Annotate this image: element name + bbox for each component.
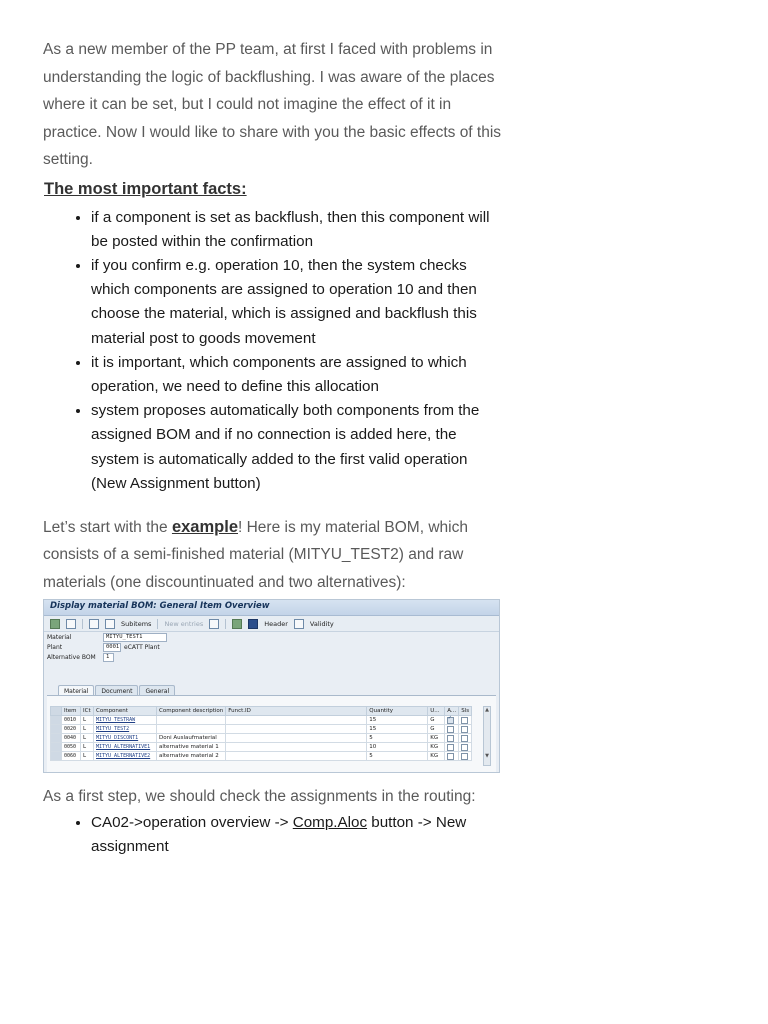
checkbox[interactable] (461, 735, 468, 742)
field-row-material (47, 632, 170, 642)
description-cell: alternative material 1 (157, 743, 226, 752)
field-label: Material (47, 633, 72, 641)
a-cell (445, 725, 459, 734)
ict-cell: L (81, 716, 94, 725)
unit-cell: KG (428, 752, 445, 761)
select-icon[interactable] (66, 619, 76, 629)
quantity-cell: 15 (367, 725, 428, 734)
header-icon[interactable] (248, 619, 258, 629)
description-cell (157, 716, 226, 725)
scroll-up-icon[interactable]: ▲ (485, 707, 489, 714)
unit-cell: KG (428, 734, 445, 743)
funct-cell (226, 752, 367, 761)
sap-toolbar (44, 616, 499, 632)
ict-cell: L (81, 725, 94, 734)
field-row-plant (47, 642, 170, 652)
facts-heading: The most important facts: (44, 179, 247, 198)
checkbox[interactable] (461, 726, 468, 733)
column-header: U... (428, 707, 445, 716)
detail-icon[interactable] (50, 619, 60, 629)
description-cell (157, 725, 226, 734)
copy-icon[interactable] (232, 619, 242, 629)
checkbox[interactable] (447, 717, 454, 724)
quantity-cell: 10 (367, 743, 428, 752)
component-link[interactable]: MITYU_DISCONT1 (94, 734, 157, 743)
component-link[interactable]: MITYU_ALTERNATIVE1 (94, 743, 157, 752)
column-header: Funct.ID (226, 707, 367, 716)
column-header: Quantity (367, 707, 428, 716)
header-button[interactable]: Header (264, 619, 288, 628)
intro-paragraph: As a new member of the PP team, at first I faced with problems in understanding the logic of backflushing. I was aware of the places where it can be set, but I could not imagine the effect of it in practice. Now I would like to share with you the basic effects of this setting. (43, 41, 502, 168)
column-header: Item (62, 707, 81, 716)
checkbox[interactable] (447, 726, 454, 733)
select-all-cell[interactable] (51, 707, 62, 716)
column-header: A... (445, 707, 459, 716)
example-paragraph (43, 514, 503, 597)
alternative-bom-field[interactable]: 1 (103, 653, 114, 662)
checkbox[interactable] (461, 744, 468, 751)
toolbar-divider (225, 619, 226, 629)
list-item: • system proposes automatically both components from the assigned BOM and if no connection is added here, the system is automatically added to the first valid operation (New Assignment button) (91, 399, 503, 496)
component-link[interactable]: MITYU_TEST2 (94, 725, 157, 734)
component-link[interactable]: MITYU_TESTRAW (94, 716, 157, 725)
tab-material[interactable]: Material (58, 685, 94, 697)
a-cell (445, 743, 459, 752)
table-row[interactable] (51, 716, 472, 725)
row-selector[interactable] (51, 734, 62, 743)
sls-cell (459, 734, 472, 743)
ict-cell: L (81, 734, 94, 743)
plant-description: eCATT Plant (124, 643, 160, 651)
tab-document[interactable]: Document (95, 685, 138, 697)
checkbox[interactable] (461, 717, 468, 724)
row-selector[interactable] (51, 743, 62, 752)
new-entries-button[interactable]: New entries (164, 619, 204, 628)
row-selector[interactable] (51, 716, 62, 725)
list-item (91, 811, 503, 859)
bom-header-fields (47, 632, 170, 662)
funct-cell (226, 743, 367, 752)
validity-button[interactable]: Validity (309, 619, 334, 628)
column-header: Component description (157, 707, 226, 716)
row-selector[interactable] (51, 752, 62, 761)
step-text-after: button -> New assignment (91, 813, 467, 856)
item-cell: 0060 (62, 752, 81, 761)
item-grid-area (47, 695, 496, 772)
column-header: Sls (459, 707, 472, 716)
quantity-cell: 15 (367, 716, 428, 725)
funct-cell (226, 725, 367, 734)
bom-screenshot (43, 599, 500, 773)
facts-list (43, 206, 503, 496)
field-label: Plant (47, 643, 63, 651)
ict-cell: L (81, 743, 94, 752)
toolbar-divider (157, 619, 158, 629)
example-link[interactable]: example (171, 517, 238, 536)
scroll-down-icon[interactable]: ▼ (485, 753, 489, 760)
item-table (50, 706, 472, 761)
comp-aloc-link[interactable]: Comp.Aloc (292, 813, 368, 831)
component-link[interactable]: MITYU_ALTERNATIVE2 (94, 752, 157, 761)
subitems-button[interactable]: Subitems (121, 619, 152, 628)
item-cell: 0020 (62, 725, 81, 734)
column-header: ICt (81, 707, 94, 716)
table-row[interactable] (51, 734, 472, 743)
sap-window-title: Display material BOM: General Item Overview (44, 600, 499, 616)
checkbox[interactable] (447, 744, 454, 751)
column-header: Component (94, 707, 157, 716)
sls-cell (459, 743, 472, 752)
step-paragraph: As a first step, we should check the assignments in the routing: (43, 788, 476, 806)
validity-icon[interactable] (294, 619, 304, 629)
unit-cell: KG (428, 743, 445, 752)
description-cell: alternative material 2 (157, 752, 226, 761)
table-row[interactable] (51, 725, 472, 734)
checkbox[interactable] (447, 735, 454, 742)
sls-cell (459, 752, 472, 761)
delete-icon[interactable] (209, 619, 219, 629)
sls-cell (459, 716, 472, 725)
unit-cell: G (428, 725, 445, 734)
list-item: • if a component is set as backflush, then this component will be posted within the confirmation (91, 206, 503, 254)
checkbox[interactable] (461, 753, 468, 760)
plant-field[interactable]: 0001 (103, 643, 121, 652)
checkbox[interactable] (447, 753, 454, 760)
ict-cell: L (81, 752, 94, 761)
description-cell: Doni Auslaufmaterial (157, 734, 226, 743)
table-scrollbar[interactable] (483, 706, 491, 766)
a-cell (445, 734, 459, 743)
item-cell: 0040 (62, 734, 81, 743)
list-item: • it is important, which components are assigned to which operation, we need to define this allocation (91, 351, 503, 399)
table-row[interactable] (51, 752, 472, 761)
field-label: Alternative BOM (47, 653, 96, 661)
item-cell: 0010 (62, 716, 81, 725)
list-item: • if you confirm e.g. operation 10, then the system checks which components are assigned to operation 10 and then choose the material, which is assigned and backflush this material post to goods movement (91, 254, 503, 351)
steps-list (43, 811, 503, 859)
quantity-cell: 5 (367, 752, 428, 761)
step-text-before: CA02->operation overview -> (91, 813, 293, 831)
unit-cell: G (428, 716, 445, 725)
print-icon[interactable] (89, 619, 99, 629)
a-cell (445, 752, 459, 761)
funct-cell (226, 734, 367, 743)
example-text-before: Let’s start with the (43, 518, 172, 536)
sls-cell (459, 725, 472, 734)
table-row[interactable] (51, 743, 472, 752)
a-cell (445, 716, 459, 725)
find-icon[interactable] (105, 619, 115, 629)
row-selector[interactable] (51, 725, 62, 734)
table-header-row (51, 707, 472, 716)
funct-cell (226, 716, 367, 725)
article-body (43, 36, 503, 859)
material-field[interactable]: MITYU_TEST1 (103, 633, 167, 642)
item-cell: 0050 (62, 743, 81, 752)
example-text-after: ! Here is my material BOM, which consists of a semi-finished material (MITYU_TEST2) and raw materials (one discountinuated and two alternatives): (43, 518, 468, 591)
toolbar-divider (82, 619, 83, 629)
tab-general[interactable]: General (139, 685, 175, 697)
quantity-cell: 5 (367, 734, 428, 743)
field-row-alternative (47, 652, 170, 662)
